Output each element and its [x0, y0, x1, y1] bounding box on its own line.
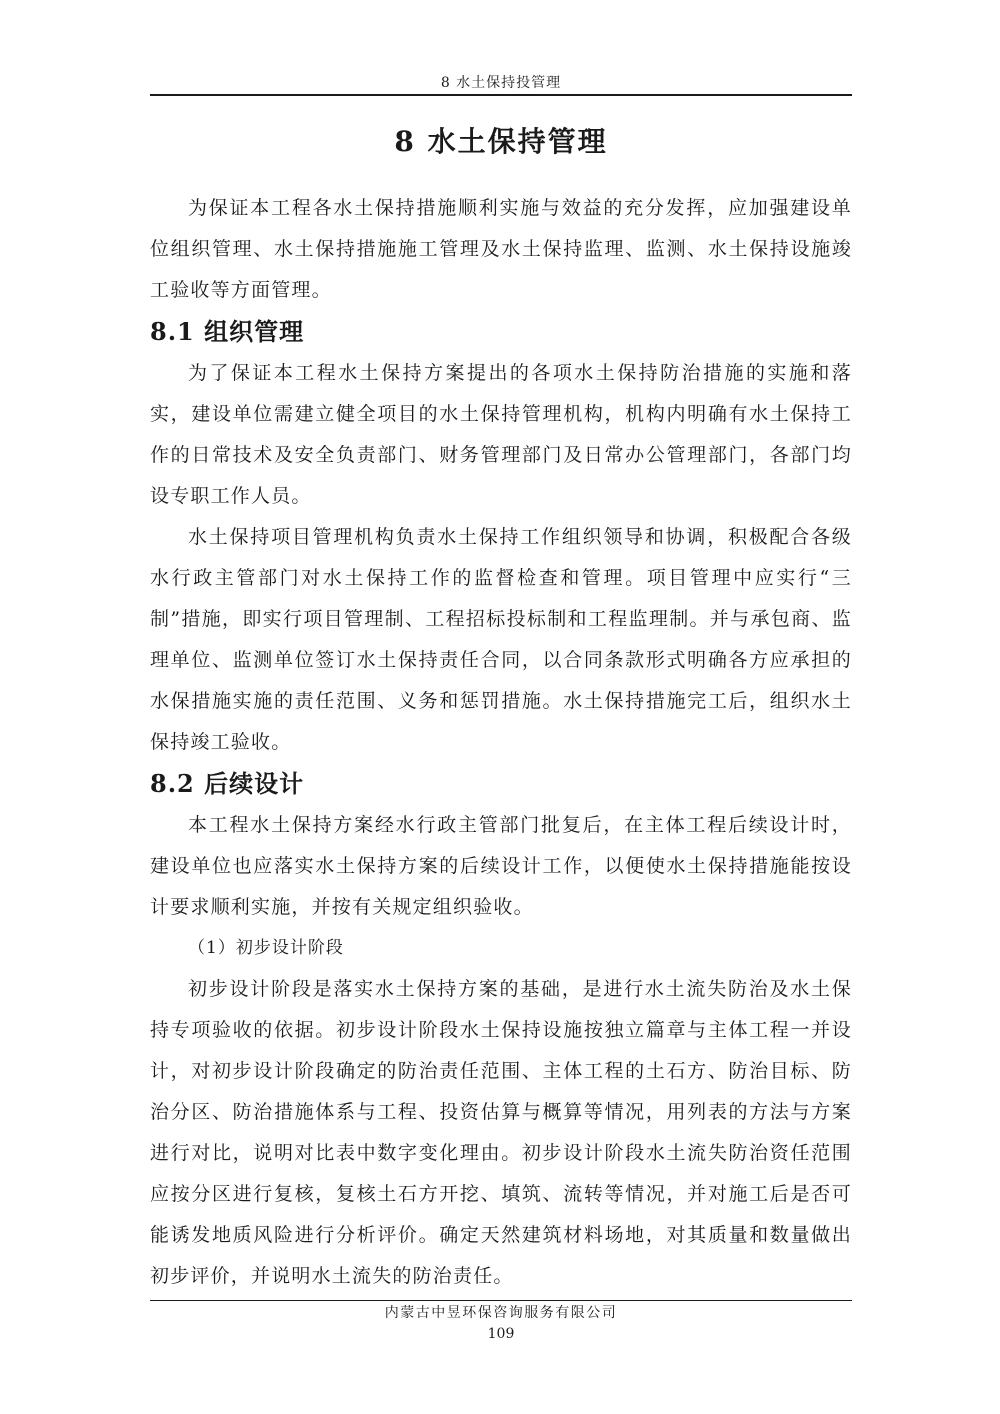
footer-divider — [150, 1300, 852, 1301]
running-header: 8 水土保持投管理 — [440, 75, 562, 91]
paragraph-organization-2: 水土保持项目管理机构负责水土保持工作组织领导和协调，积极配合各级水行政主管部门对水土保持工作的监督检查和管理。项目管理中应实行“三制”措施，即实行项目管理制、工程招标投标制和工程监理制。并与承包商、监理单位、监测单位签订水土保持责任合同，以合同条款形式明确各方应承担的水保措施实施的责任范围、义务和惩罚措施。水土保持措施完工后，组织水土保持竣工验收。 — [150, 526, 852, 753]
footer-company-name: 内蒙古中昱环保咨询服务有限公司 — [384, 1305, 618, 1321]
paragraph-preliminary-design: 初步设计阶段是落实水土保持方案的基础，是进行水土流失防治及水土保持专项验收的依据。初步设计阶段水土保持设施按独立篇章与主体工程一并设计，对初步设计阶段确定的防治责任范围、主体工程的土石方、防治目标、防治分区、防治措施体系与工程、投资估算与概算等情况，用列表的方法与方案进行对比，说明对比表中数字变化理由。初步设计阶段水土流失防治资任范围应按分区进行复核，复核土石方开挖、填筑、流转等情况，并对施工后是否可能诱发地质风险进行分析评价。确定天然建筑材料场地，对其质量和数量做出初步评价，并说明水土流失的防治责任。 — [150, 978, 852, 1287]
paragraph-followup-design-1: 本工程水土保持方案经水行政主管部门批复后，在主体工程后续设计时，建设单位也应落实水土保持方案的后续设计工作，以便使水土保持措施能按设计要求顺利实施，并按有关规定组织验收。 — [150, 814, 852, 918]
header-divider — [150, 94, 852, 96]
page-body — [150, 118, 852, 1297]
section-heading-organization: 8.1 组织管理 — [150, 317, 305, 346]
sub-item-preliminary-design: （1）初步设计阶段 — [188, 938, 344, 958]
chapter-intro-paragraph: 为保证本工程各水土保持措施顺利实施与效益的充分发挥，应加强建设单位组织管理、水土保持措施施工管理及水土保持监理、监测、水土保持设施竣工验收等方面管理。 — [150, 197, 852, 301]
paragraph-organization-1: 为了保证本工程水土保持方案提出的各项水土保持防治措施的实施和落实，建设单位需建立健全项目的水土保持管理机构，机构内明确有水土保持工作的日常技术及安全负责部门、财务管理部门及日常办公管理部门，各部门均设专职工作人员。 — [150, 362, 852, 507]
chapter-title: 8 水土保持管理 — [394, 125, 608, 158]
section-heading-followup-design: 8.2 后续设计 — [150, 769, 305, 798]
page-number: 109 — [487, 1326, 515, 1342]
